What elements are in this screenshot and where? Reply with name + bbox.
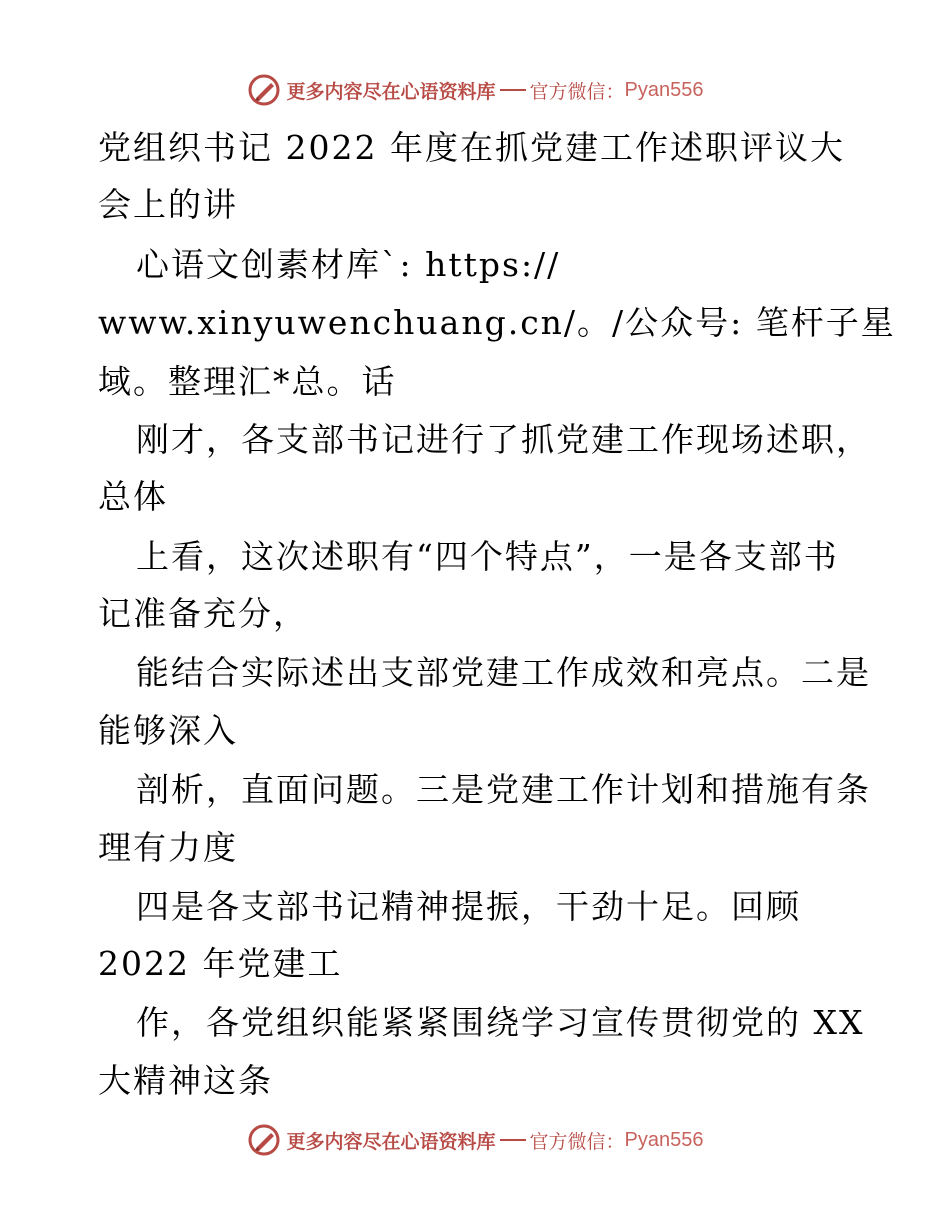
- text-line-3: 心语文创素材库`: https://: [136, 245, 561, 284]
- text-line-2: 会上的讲: [98, 185, 238, 224]
- text-line-11: 能够深入: [98, 711, 238, 750]
- text-line-13: 理有力度: [98, 828, 238, 867]
- footer-watermark-banner: [0, 1120, 950, 1160]
- text-line-8: 上看，这次述职有“四个特点”，一是各支部书: [136, 537, 839, 576]
- banner-separator: [500, 89, 526, 91]
- text-line-1: 党组织书记 2022 年度在抓党建工作述职评议大: [98, 128, 845, 167]
- text-line-7: 总体: [98, 477, 168, 516]
- banner-separator: [500, 1139, 526, 1141]
- text-line-16: 作，各党组织能紧紧围绕学习宣传贯彻党的 XX: [136, 1003, 865, 1042]
- text-line-12: 剖析，直面问题。三是党建工作计划和措施有条: [136, 770, 871, 809]
- text-line-4: www.xinyuwenchuang.cn/。/公众号: 笔杆子星: [98, 303, 896, 342]
- header-watermark-banner: [0, 70, 950, 110]
- text-line-17: 大精神这条: [98, 1061, 273, 1100]
- quill-pen-icon: [247, 1123, 281, 1157]
- text-line-5: 域。整理汇*总。话: [98, 362, 397, 401]
- banner-wechat-label: 官方微信：: [529, 80, 625, 103]
- banner-account: Pyan556: [624, 78, 704, 101]
- text-line-15: 2022 年党建工: [98, 944, 343, 983]
- banner-account: Pyan556: [624, 1128, 704, 1151]
- quill-pen-icon: [247, 73, 281, 107]
- text-line-10: 能结合实际述出支部党建工作成效和亮点。二是: [136, 653, 871, 692]
- banner-wechat-label: 官方微信：: [529, 1130, 625, 1153]
- text-line-6: 刚才，各支部书记进行了抓党建工作现场述职，: [136, 420, 871, 459]
- text-line-14: 四是各支部书记精神提振，干劲十足。回顾: [136, 887, 801, 926]
- banner-text: 更多内容尽在心语资料库: [286, 1130, 496, 1153]
- banner-text: 更多内容尽在心语资料库: [286, 80, 496, 103]
- text-line-9: 记准备充分，: [98, 594, 308, 633]
